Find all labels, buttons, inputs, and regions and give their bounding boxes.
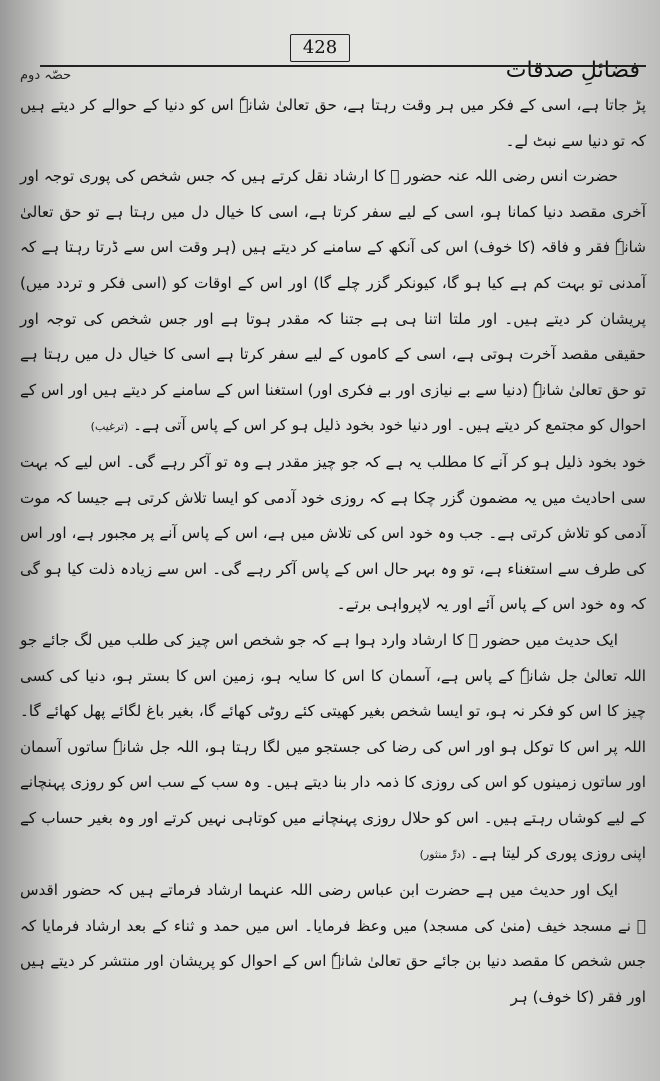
paragraph-text: خود بخود ذلیل ہو کر آنے کا مطلب یہ ہے کہ جو چیز مقدر ہے وہ تو آکر رہے گی۔ اس لیے کہ بہت سی احادیث میں یہ مضمون گزر چکا ہے کہ روزی خود آدمی کو ایسا تلاش کرتی ہے جیسا کہ موت آدمی کو تلاش کرتی ہے۔ جب وہ خود اس کی تلاش میں ہے، اس کے پاس آنے پر مجبور ہے، اور اس کی طرف سے استغناء ہے، تو وہ بہر حال اس کے پاس آکر رہے گی۔ اس سے زیادہ ذلت کیا ہو گی کہ وہ خود اس کے پاس آئے اور یہ لاپرواہی برتے۔ xyxy=(20,452,646,614)
book-title: فضائلِ صدقات xyxy=(505,58,640,83)
section-label: حصّہ دوم xyxy=(20,68,72,83)
paragraph xyxy=(20,445,646,623)
page-number: 428 xyxy=(290,34,350,62)
paragraph xyxy=(20,159,646,445)
paragraph-text: ایک اور حدیث میں ہے حضرت ابن عباس رضی اللہ عنہما ارشاد فرماتے ہیں کہ حضور اقدس ﷺ نے مسجد خیف (منیٰ کی مسجد) میں وعظ فرمایا۔ اس میں حمد و ثناء کے بعد ارشاد فرمایا کہ جس شخص کا مقصد دنیا بن جائے حق تعالیٰ شانہٗ اس کے احوال کو پریشان اور منتشر کر دیتے ہیں اور فقر (کا خوف) ہر xyxy=(20,881,646,1006)
paragraph xyxy=(20,623,646,873)
reference-citation: (ترغیب) xyxy=(90,420,129,434)
header-rule xyxy=(40,65,646,67)
reference-citation: (درِّ منثور) xyxy=(419,848,466,862)
paragraph xyxy=(20,88,646,159)
paragraph-text: پڑ جاتا ہے، اسی کے فکر میں ہر وقت رہتا ہے، حق تعالیٰ شانہٗ اس کو دنیا کے حوالے کر دیتے ہیں کہ تو دنیا سے نبٹ لے۔ xyxy=(20,96,646,150)
paragraph-text: حضرت انس رضی اللہ عنہ حضور ﷺ کا ارشاد نقل کرتے ہیں کہ جس شخص کی پوری توجہ اور آخری مقصد دنیا کمانا ہو، اسی کے لیے سفر کرتا ہے، اسی کا خیال دل میں رہتا ہے تو حق تعالیٰ شانہٗ فقر و فاقہ (کا خوف) اس کی آنکھ کے سامنے کر دیتے ہیں (ہر وقت اس سے ڈرتا رہتا ہے کہ آمدنی تو بہت کم ہے کیا ہو گا، کیونکر گزر چلے گا) اور اس کے اوقات کو (اسی فکر و تردد میں) پریشان کر دیتے ہیں۔ اور ملتا اتنا ہی ہے جتنا کہ مقدر ہوتا ہے اور جس شخص کی توجہ اور حقیقی مقصد آخرت ہوتی ہے، اسی کے کاموں کے لیے سفر کرتا ہے اسی کا خیال دل میں رہتا ہے تو حق تعالیٰ شانہٗ (دنیا سے بے نیازی اور بے فکری اور) استغنا اس کے سامنے کر دیتے ہیں اور اس کے احوال کو مجتمع کر دیتے ہیں۔ اور دنیا خود بخود ذلیل ہو کر اس کے پاس آتی ہے۔ xyxy=(20,167,646,435)
paragraph xyxy=(20,873,646,1015)
page-body xyxy=(20,88,646,1071)
paragraph-text: ایک حدیث میں حضور ﷺ کا ارشاد وارد ہوا ہے کہ جو شخص اس چیز کی طلب میں لگ جائے جو اللہ تعالیٰ جل شانہٗ کے پاس ہے، آسمان کا اس کا سایہ ہو، زمین اس کا بستر ہو، دنیا کی کسی چیز کا اس کو فکر نہ ہو، تو ایسا شخص بغیر کھیتی کئے روٹی کھائے گا، بغیر باغ لگائے پھل کھائے گا۔ اللہ پر اس کا توکل ہو اور اس کی رضا کی جستجو میں لگا رہتا ہو، اللہ جل شانہٗ ساتوں آسمان اور ساتوں زمینوں کو اس کی روزی کا ذمہ دار بنا دیتے ہیں۔ وہ سب کے سب اس کو روزی پہنچانے کے لیے کوشاں رہتے ہیں۔ اس کو حلال روزی پہنچانے میں کوتاہی نہیں کرتے اور وہ بغیر حساب کے اپنی روزی پوری کر لیتا ہے۔ xyxy=(20,630,646,863)
